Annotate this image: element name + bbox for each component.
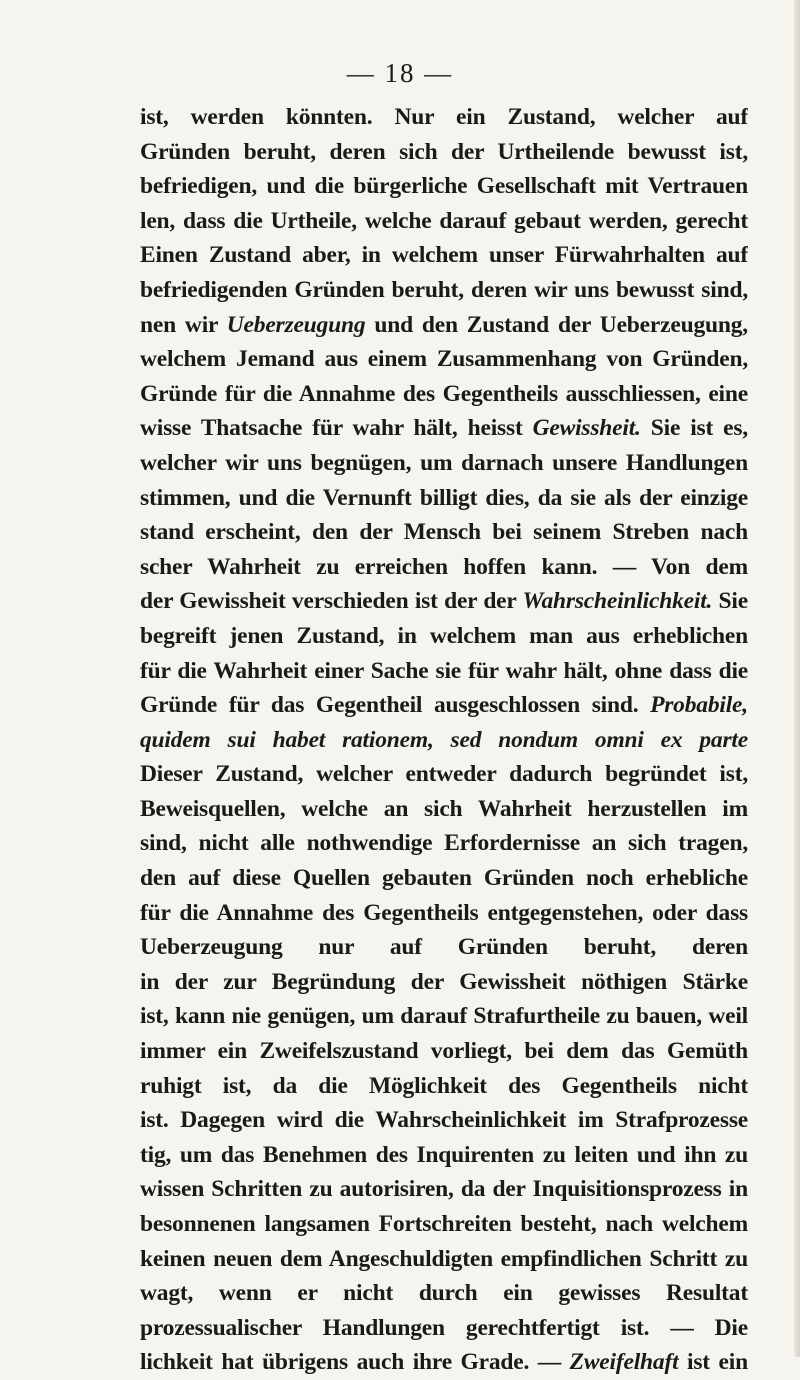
text-line: prozessualischer Handlungen gerechtfertigt ist. — Die bbox=[140, 1314, 748, 1341]
text-line: Gründen beruht, deren sich der Urtheilende bewusst ist, bbox=[140, 138, 748, 165]
text-line: ist, kann nie genügen, um darauf Strafurtheile zu bauen, weil bbox=[140, 1003, 748, 1030]
text-line: begreift jenen Zustand, in welchem man aus erheblichen bbox=[140, 622, 748, 649]
text-line: in der zur Begründung der Gewissheit nöthigen Stärke bbox=[140, 968, 748, 995]
page-edge-shadow bbox=[794, 0, 800, 1357]
text-line: wissen Schritten zu autorisiren, da der Inquisitionsprozess in bbox=[140, 1176, 748, 1203]
text-line: Gründe für das Gegentheil ausgeschlossen sind. Probabile, bbox=[140, 692, 748, 719]
text-line: immer ein Zweifelszustand vorliegt, bei dem das Gemüth bbox=[140, 1038, 748, 1065]
text-line: Gründe für die Annahme des Gegentheils ausschliessen, eine bbox=[140, 380, 748, 407]
text-line: ruhigt ist, da die Möglichkeit des Gegentheils nicht bbox=[140, 1072, 748, 1099]
text-line: Ueberzeugung nur auf Gründen beruht, deren bbox=[140, 934, 748, 961]
text-line: lichkeit hat übrigens auch ihre Grade. — Zweifelhaft ist ein bbox=[140, 1349, 748, 1376]
page-number: — 18 — bbox=[346, 58, 454, 88]
body-text bbox=[140, 100, 748, 1380]
text-line: wagt, wenn er nicht durch ein gewisses Resultat bbox=[140, 1280, 748, 1307]
text-line: keinen neuen dem Angeschuldigten empfindlichen Schritt zu bbox=[140, 1245, 748, 1272]
text-line: Dieser Zustand, welcher entweder dadurch begründet ist, bbox=[140, 761, 748, 788]
text-line: stand erscheint, den der Mensch bei seinem Streben nach bbox=[140, 519, 748, 546]
text-line: den auf diese Quellen gebauten Gründen noch erhebliche bbox=[140, 865, 748, 892]
text-line: stimmen, und die Vernunft billigt dies, da sie als der einzige bbox=[140, 484, 748, 511]
text-line: besonnenen langsamen Fortschreiten besteht, nach welchem bbox=[140, 1211, 748, 1237]
text-line: welchem Jemand aus einem Zusammenhang von Gründen, bbox=[140, 346, 748, 373]
text-line: für die Wahrheit einer Sache sie für wahr hält, ohne dass die bbox=[140, 657, 748, 684]
text-line: welcher wir uns begnügen, um darnach unsere Handlungen bbox=[140, 449, 748, 476]
text-line: ist, werden könnten. Nur ein Zustand, welcher auf bbox=[140, 104, 748, 130]
text-line: der Gewissheit verschieden ist der der Wahrscheinlichkeit. Sie bbox=[140, 588, 748, 615]
text-line: Einen Zustand aber, in welchem unser Fürwahrhalten auf bbox=[140, 242, 748, 269]
text-line: für die Annahme des Gegentheils entgegenstehen, oder dass bbox=[140, 899, 748, 926]
text-line: len, dass die Urtheile, welche darauf gebaut werden, gerecht bbox=[140, 207, 748, 234]
text-line: sind, nicht alle nothwendige Erfordernisse an sich tragen, bbox=[140, 830, 748, 857]
text-line: nen wir Ueberzeugung und den Zustand der Ueberzeugung, bbox=[140, 311, 748, 338]
text-line: befriedigen, und die bürgerliche Gesellschaft mit Vertrauen bbox=[140, 173, 748, 200]
text-line: wisse Thatsache für wahr hält, heisst Gewissheit. Sie ist es, bbox=[140, 415, 748, 442]
text-line: tig, um das Benehmen des Inquirenten zu leiten und ihn zu bbox=[140, 1141, 748, 1168]
text-line: befriedigenden Gründen beruht, deren wir uns bewusst sind, bbox=[140, 276, 748, 303]
text-line: quidem sui habet rationem, sed nondum omni ex parte bbox=[140, 726, 748, 753]
text-line: scher Wahrheit zu erreichen hoffen kann. — Von dem bbox=[140, 553, 748, 580]
text-line: Beweisquellen, welche an sich Wahrheit herzustellen im bbox=[140, 795, 748, 822]
text-line: ist. Dagegen wird die Wahrscheinlichkeit im Strafprozesse bbox=[140, 1107, 748, 1134]
